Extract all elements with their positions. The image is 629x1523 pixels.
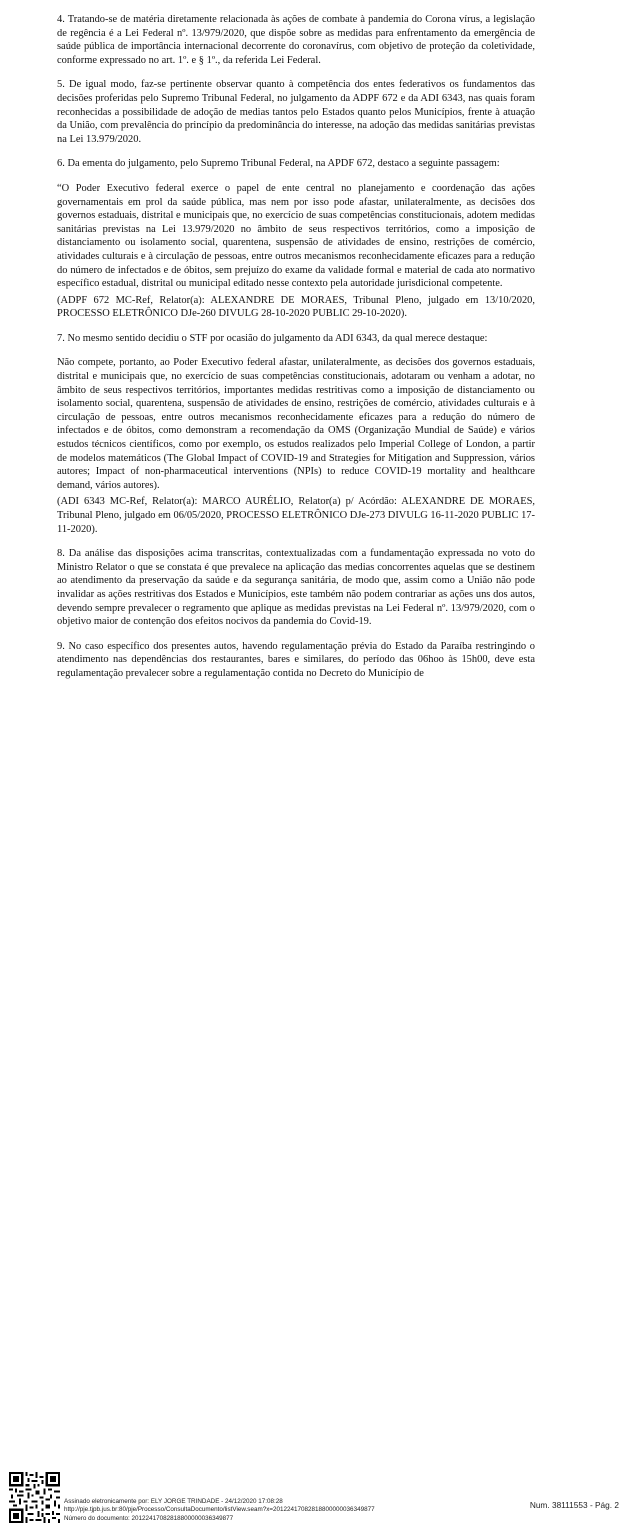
page-number: Num. 38111553 - Pág. 2 <box>529 1500 619 1510</box>
document-footer <box>0 735 629 1522</box>
paragraph-6: 6. Da ementa do julgamento, pelo Supremo Tribunal Federal, na APDF 672, destaco a seguinte passagem: <box>57 158 500 170</box>
paragraph-8: 8. Da análise das disposições acima transcritas, contextualizadas com a fundamentação expressada no voto do Ministro Relator o que se constata é que prevalece na aplicação das medias concorrentes aquelas que se destinem ao atendimento da preservação da saúde e da segurança sanitária, de modo que, assim como a União não pode invalidar as ações restritivas dos Estados e Municípios, este também não podem contrariar as ações uns dos autos, devendo sempre prevalecer o regramento que aplique as medidas previstas na Lei Federal nº. 13/979/2020, com o objetivo maior de contenção dos efeitos nocivos da pandemia do Covid-19. <box>57 548 535 628</box>
document-url[interactable]: http://pje.tjpb.jus.br:80/pje/Processo/ConsultaDocumento/listView.seam?x=20122417082818800000036349877 <box>64 1506 375 1514</box>
citation-adi-6343: (ADI 6343 MC-Ref, Relator(a): MARCO AURÉLIO, Relator(a) p/ Acórdão: ALEXANDRE DE MORAES, Tribunal Pleno, julgado em 06/05/2020, PROCESSO ELETRÔNICO DJe-273 DIVULG 16-11-2020 PUBLIC 17-11-2020). <box>57 496 535 535</box>
citation-adpf-672: (ADPF 672 MC-Ref, Relator(a): ALEXANDRE DE MORAES, Tribunal Pleno, julgado em 13/10/2020, PROCESSO ELETRÔNICO DJe-260 DIVULG 28-10-2020 PUBLIC 29-10-2020). <box>57 294 535 320</box>
paragraph-7: 7. No mesmo sentido decidiu o STF por ocasião do julgamento da ADI 6343, da qual merece destaque: <box>57 332 488 344</box>
paragraph-9: 9. No caso específico dos presentes autos, havendo regulamentação prévia do Estado da Paraíba restringindo o atendimento nas dependências dos restaurantes, bares e similares, do período das 06hoo às 15h00, deve esta regulamentação prevalecer sobre a regulamentação contida no Decreto do Município de <box>57 640 535 679</box>
document-body <box>57 13 535 681</box>
document-number: Número do documento: 20122417082818800000036349877 <box>64 1514 234 1522</box>
paragraph-4: 4. Tratando-se de matéria diretamente relacionada às ações de combate à pandemia do Corona vírus, a legislação de regência é a Lei Federal nº. 13/979/2020, que dispõe sobre as medidas para enfrentamento da emergência de saúde pública de importância internacional decorrente do coronavírus, com objetivo de proteção da coletividade, conforme expressado no art. 1º. e § 1º., da referida Lei Federal. <box>57 14 535 66</box>
qr-code-icon <box>9 1472 60 1523</box>
quotation-adi-6343: Não compete, portanto, ao Poder Executivo federal afastar, unilateralmente, as decisões dos governos estaduais, distrital e municipais que, no exercício de suas competências constitucionais, adotaram ou venham a adotar, no âmbito de seus respectivos territórios, importantes medidas restritivas como a imposição de distanciamento ou isolamento social, quarentena, suspensão de atividades de ensino, restrições de comércio, atividades culturais e à circulação de pessoas, entre outros mecanismos reconhecidamente eficazes para a redução do número de infectados e de óbitos, como demonstram a recomendação da OMS (Organização Mundial de Saúde) e vários estudos técnicos científicos, como por exemplo, os estudos realizados pelo Imperial College of London, a partir de modelos matemáticos (The Global Impact of COVID-19 and Strategies for Mitigation and Suppression, vários autores; Impact of non-pharmaceutical interventions (NPIs) to reduce COVID-19 mortality and healthcare demand, vários autores). <box>57 357 535 491</box>
quotation-adpf-672: “O Poder Executivo federal exerce o papel de ente central no planejamento e coordenação das ações governamentais em prol da saúde pública, mas nem por isso pode afastar, unilateralmente, as decisões dos governos estaduais, distrital e municipais que, no exercício de suas competências constitucionais, adotem medidas sanitárias previstas na Lei 13.979/2020 no âmbito de seus respectivos territórios, como a imposição de distanciamento ou isolamento social, quarentena, suspensão de atividades de ensino, restrições de comércio, atividades culturais e à circulação de pessoas, entre outros mecanismos reconhecidamente eficazes para a redução do número de infectados e de óbitos, sem prejuízo do exame da validade formal e material de cada ato normativo específico estadual, distrital ou municipal editado nesse contexto pela autoridade jurisdicional competente. <box>57 182 535 290</box>
signature-block <box>64 1498 484 1523</box>
signature-line: Assinado eletronicamente por: ELY JORGE TRINDADE - 24/12/2020 17:08:28 <box>64 1498 283 1505</box>
paragraph-5: 5. De igual modo, faz-se pertinente observar quanto à competência dos entes federativos os fundamentos das decisões proferidas pelo Supremo Tribunal Federal, no julgamento da ADPF 672 e da ADI 6343, nas quais foram reconhecidas a possibilidade de adoção de medias tantos pelo Estados quanto pelos Municípios, frente à atuação da União, com prevalência do princípio da predominância do interesse, na adoção das medidas sanitárias previstas na Lei 13.979/2020. <box>57 79 535 145</box>
